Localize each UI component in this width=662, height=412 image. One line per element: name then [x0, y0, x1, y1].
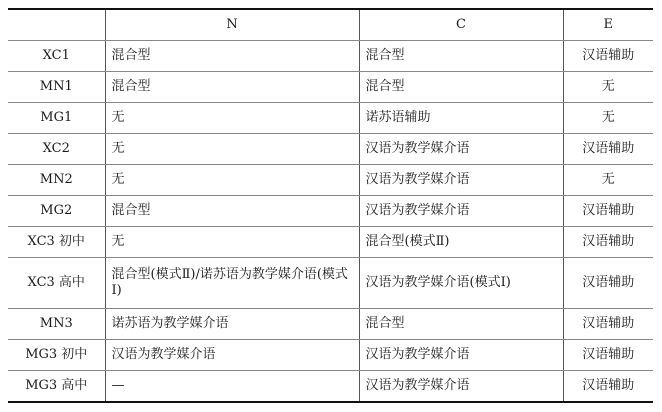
row-label: XC3 初中 — [8, 227, 105, 258]
row-label: MG2 — [8, 196, 105, 227]
cell-n: 汉语为教学媒介语 — [105, 340, 359, 371]
row-label: MG3 初中 — [8, 340, 105, 371]
cell-c: 汉语为教学媒介语 — [359, 340, 563, 371]
cell-e: 无 — [563, 103, 653, 134]
row-label: XC3 高中 — [8, 258, 105, 309]
cell-c: 诺苏语辅助 — [359, 103, 563, 134]
row-label: MG3 高中 — [8, 371, 105, 403]
cell-n: 混合型 — [105, 72, 359, 103]
header-cell-e: E — [563, 9, 653, 41]
row-label: XC1 — [8, 41, 105, 72]
cell-n: 诺苏语为教学媒介语 — [105, 309, 359, 340]
row-label: MN2 — [8, 165, 105, 196]
cell-c: 汉语为教学媒介语(模式Ⅰ) — [359, 258, 563, 309]
table-row — [8, 196, 653, 227]
cell-c: 混合型 — [359, 309, 563, 340]
table-row — [8, 41, 653, 72]
cell-e: 无 — [563, 165, 653, 196]
header-cell-c: C — [359, 9, 563, 41]
header-row — [8, 9, 653, 41]
table-row — [8, 227, 653, 258]
cell-e: 汉语辅助 — [563, 258, 653, 309]
cell-n: 无 — [105, 134, 359, 165]
cell-e: 汉语辅助 — [563, 371, 653, 403]
table-row — [8, 340, 653, 371]
cell-n: 无 — [105, 227, 359, 258]
header-cell-n: N — [105, 9, 359, 41]
cell-c: 汉语为教学媒介语 — [359, 165, 563, 196]
row-label: MN1 — [8, 72, 105, 103]
cell-e: 汉语辅助 — [563, 134, 653, 165]
cell-e: 汉语辅助 — [563, 309, 653, 340]
cell-n: 混合型(模式Ⅱ)/诺苏语为教学媒介语(模式Ⅰ) — [105, 258, 359, 309]
row-label: MG1 — [8, 103, 105, 134]
table-row — [8, 165, 653, 196]
cell-c: 汉语为教学媒介语 — [359, 134, 563, 165]
cell-c: 混合型 — [359, 72, 563, 103]
table-row — [8, 72, 653, 103]
table-row — [8, 134, 653, 165]
cell-e: 汉语辅助 — [563, 227, 653, 258]
cell-n: 混合型 — [105, 196, 359, 227]
cell-e: 汉语辅助 — [563, 41, 653, 72]
table-row — [8, 309, 653, 340]
cell-e: 汉语辅助 — [563, 196, 653, 227]
cell-c: 汉语为教学媒介语 — [359, 371, 563, 403]
table-row — [8, 371, 653, 403]
cell-n: 无 — [105, 103, 359, 134]
cell-c: 混合型 — [359, 41, 563, 72]
row-label: XC2 — [8, 134, 105, 165]
cell-c: 汉语为教学媒介语 — [359, 196, 563, 227]
language-policy-table — [8, 8, 653, 403]
cell-n: 混合型 — [105, 41, 359, 72]
cell-c: 混合型(模式Ⅱ) — [359, 227, 563, 258]
cell-n: — — [105, 371, 359, 403]
header-cell-school — [8, 9, 105, 41]
cell-e: 无 — [563, 72, 653, 103]
cell-n: 无 — [105, 165, 359, 196]
table-row — [8, 258, 653, 309]
table-row — [8, 103, 653, 134]
row-label: MN3 — [8, 309, 105, 340]
cell-e: 汉语辅助 — [563, 340, 653, 371]
